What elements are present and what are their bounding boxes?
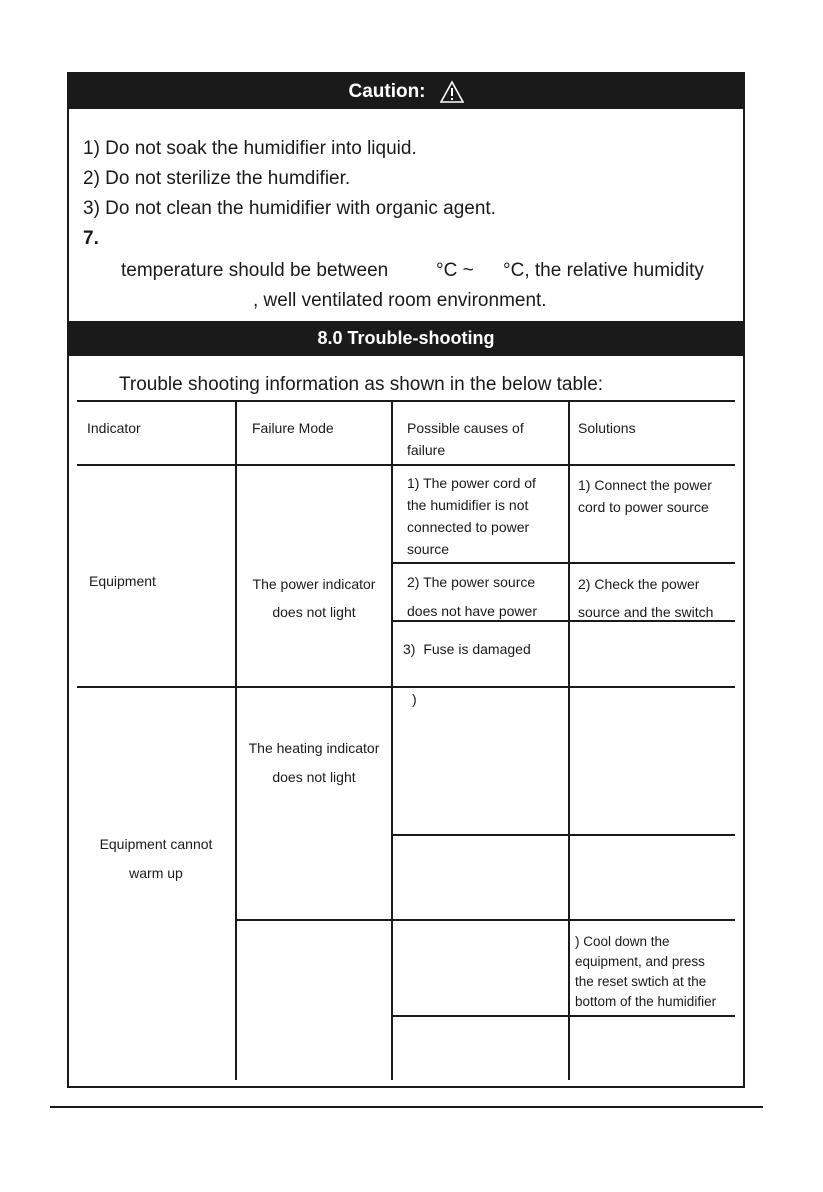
storage-text-celsius-range: °C ~ [436, 260, 474, 281]
footer-rule [50, 1106, 763, 1108]
row2-failure-mode: The heating indicator does not light [248, 740, 380, 785]
trouble-shooting-header [69, 321, 743, 356]
row1-cause-2: 2) The power source does not have power [407, 574, 537, 619]
row-separator [77, 686, 735, 688]
table-top-rule [77, 400, 735, 402]
document-frame [67, 72, 745, 1088]
row2-indicator: Equipment cannot warm up [99, 836, 213, 881]
table-col-divider-2 [391, 400, 393, 1080]
section-7-number: 7. [83, 228, 99, 249]
header-causes: Possible causes of failure [407, 420, 524, 458]
row1-cause-3: 3) Fuse is damaged [403, 641, 531, 657]
row1-failure-mode: The power indicator does not light [252, 576, 376, 620]
row2-solution: ) Cool down the equipment, and press the reset swtich at the bottom of the humidifier [575, 934, 717, 1009]
header-indicator: Indicator [87, 420, 141, 436]
storage-text-ventilated: , well ventilated room environment. [253, 290, 547, 311]
row1-indicator: Equipment [89, 573, 156, 589]
warning-triangle-icon [440, 80, 464, 104]
caution-header [69, 74, 743, 109]
row2-cause-fragment: ) [412, 691, 417, 707]
table-header-rule [77, 464, 735, 466]
row2-divider-c [391, 1015, 735, 1017]
trouble-shooting-title: 8.0 Trouble-shooting [317, 328, 495, 348]
header-failure-mode: Failure Mode [252, 420, 334, 436]
caution-title: Caution: [348, 80, 426, 102]
caution-item-1: 1) Do not soak the humidifier into liquid. [83, 138, 417, 159]
row1-cause-1: 1) The power cord of the humidifier is not connected to power source [407, 475, 536, 557]
row2-divider-b [235, 919, 735, 921]
caution-item-2: 2) Do not sterilize the humdifier. [83, 168, 351, 189]
trouble-intro: Trouble shooting information as shown in the below table: [119, 374, 604, 395]
header-solutions: Solutions [578, 420, 636, 436]
caution-item-3: 3) Do not clean the humidifier with organic agent. [83, 198, 496, 219]
row1-solution-2: 2) Check the power source and the switch [578, 576, 714, 620]
storage-text-temperature: temperature should be between [121, 260, 389, 281]
row1-divider-a [391, 562, 735, 564]
storage-text-humidity: °C, the relative humidity [503, 260, 704, 281]
row2-divider-a [391, 834, 735, 836]
row1-solution-1: 1) Connect the power cord to power source [578, 477, 712, 515]
table-col-divider-3 [568, 400, 570, 1080]
